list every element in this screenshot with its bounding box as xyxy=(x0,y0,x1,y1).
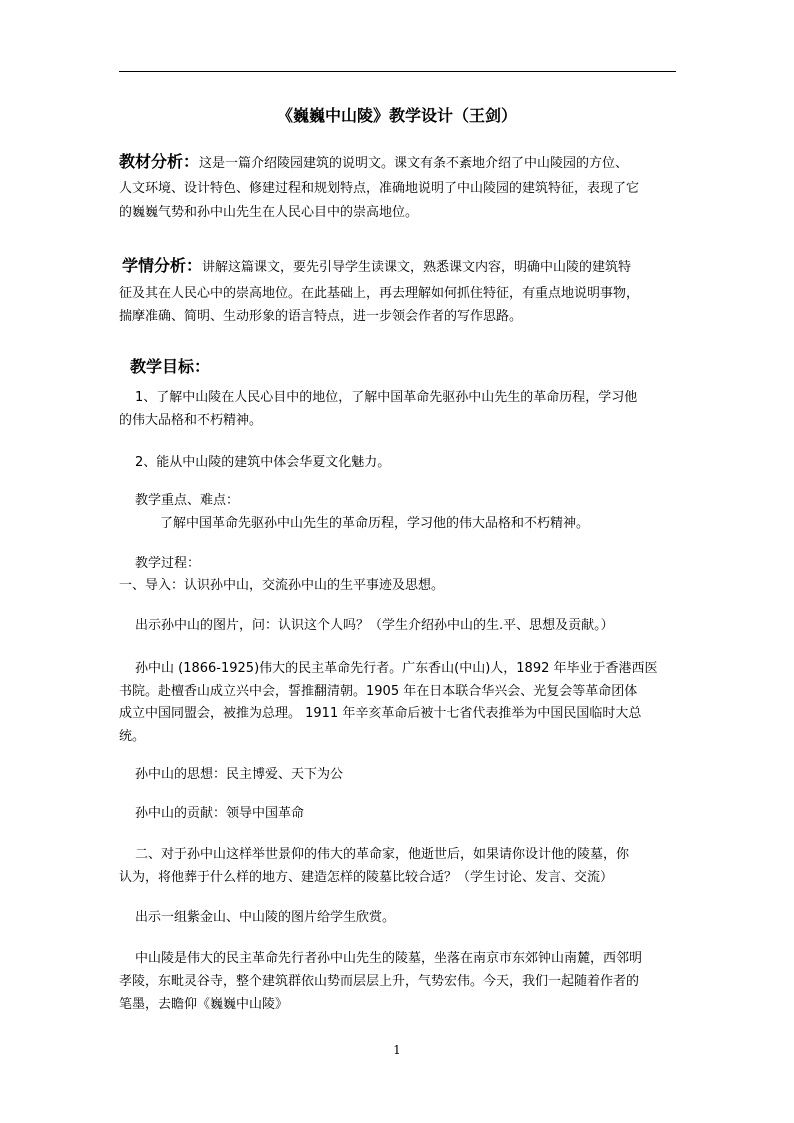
bio-line-2: 书院。赴檀香山成立兴中会，誓推翻清朝。1905 年在日本联合华兴会、光复会等革命团体 xyxy=(119,684,638,699)
key-points-text: 了解中国革命先驱孙中山先生的革命历程，学习他的伟大品格和不朽精神。 xyxy=(160,516,590,531)
show-picture-question: 出示孙中山的图片，问：认识这个人吗？（学生介绍孙中山的生.平、思想及贡献。） xyxy=(135,618,614,633)
section-learner-line-2: 征及其在人民心中的崇高地位。在此基础上，再去理解如何抓住特征，有重点地说明事物， xyxy=(119,286,640,301)
show-picture-group: 出示一组紫金山、中山陵的图片给学生欣赏。 xyxy=(135,910,396,925)
document-title: 《巍巍中山陵》教学设计（王剑） xyxy=(276,106,517,125)
process-step-2-line-2: 认为，将他葬于什么样的地方、建造怎样的陵墓比较合适？（学生讨论、发言、交流） xyxy=(119,870,614,885)
intro-line-3: 笔墨，去瞻仰《巍巍中山陵》 xyxy=(119,997,289,1012)
header-rule xyxy=(119,71,676,72)
section-analysis-line-3: 的巍巍气势和孙中山先生在人民心目中的崇高地位。 xyxy=(119,205,419,220)
sun-contribution: 孙中山的贡献：领导中国革命 xyxy=(135,806,305,821)
bio-line-3: 成立中国同盟会，被推为总理。 1911 年辛亥革命后被十七省代表推举为中国民国临时大总 xyxy=(119,706,642,721)
intro-line-1: 中山陵是伟大的民主革命先行者孙中山先生的陵墓，坐落在南京市东郊钟山南麓，西邻明 xyxy=(135,951,643,966)
bio-line-1: 孙中山 (1866-1925)伟大的民主革命先行者。广东香山(中山)人，1892 年毕业于香港西医 xyxy=(135,661,658,676)
objective-1-line-1: 1、了解中山陵在人民心目中的地位，了解中国革命先驱孙中山先生的革命历程，学习他 xyxy=(135,390,638,405)
section-analysis-line-1: 教材分析：这是一篇介绍陵园建筑的说明文。课文有条不紊地介绍了中山陵园的方位、 xyxy=(119,152,629,171)
objective-2: 2、能从中山陵的建筑中体会华夏文化魅力。 xyxy=(135,455,391,470)
process-step-1: 一、导入：认识孙中山，交流孙中山的生平事迹及思想。 xyxy=(119,578,445,593)
section-learner-line-1: 学情分析：讲解这篇课文，要先引导学生读课文，熟悉课文内容，明确中山陵的建筑特 xyxy=(122,256,632,275)
sun-thought: 孙中山的思想：民主博爱、天下为公 xyxy=(135,767,344,782)
process-step-2-line-1: 二、对于孙中山这样举世景仰的伟大的革命家，他逝世后，如果请你设计他的陵墓，你 xyxy=(135,847,630,862)
objective-1-line-2: 的伟大品格和不朽精神。 xyxy=(119,413,263,428)
key-points-label: 教学重点、难点： xyxy=(135,493,240,508)
section-heading-textbook: 教材分析： xyxy=(119,152,200,171)
page-number: 1 xyxy=(393,1043,401,1057)
section-learner-line-3: 揣摩准确、简明、生动形象的语言特点，进一步领会作者的写作思路。 xyxy=(119,309,523,324)
section-analysis-line-2: 人文环境、设计特色、修建过程和规划特点，准确地说明了中山陵园的建筑特征，表现了它 xyxy=(119,181,640,196)
process-label: 教学过程： xyxy=(135,556,201,571)
intro-line-2: 孝陵，东毗灵谷寺，整个建筑群依山势而层层上升，气势宏伟。今天，我们一起随着作者的 xyxy=(119,974,640,989)
section-heading-objectives: 教学目标： xyxy=(130,357,211,376)
bio-line-4: 统。 xyxy=(119,729,146,744)
section-heading-learner: 学情分析： xyxy=(122,256,203,275)
